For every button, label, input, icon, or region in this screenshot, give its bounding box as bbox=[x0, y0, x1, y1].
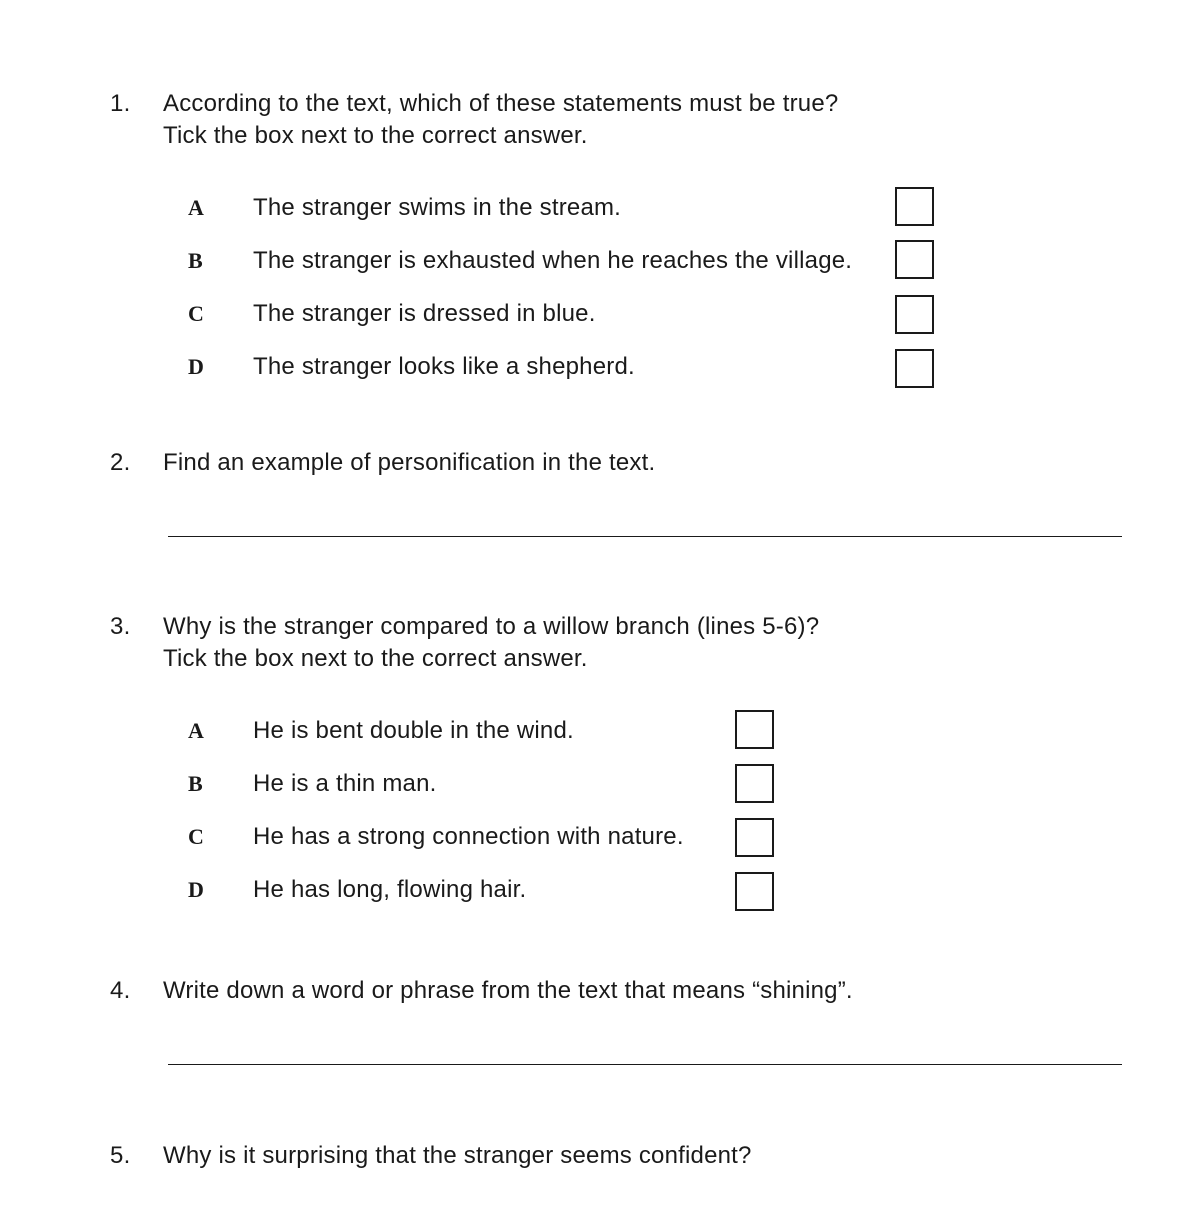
tick-box-a[interactable] bbox=[895, 187, 934, 226]
tick-box-c[interactable] bbox=[735, 818, 774, 857]
option-letter: A bbox=[188, 718, 204, 743]
answer-line[interactable] bbox=[168, 536, 1122, 537]
question-number: 2. bbox=[110, 449, 131, 476]
question-number: 5. bbox=[110, 1142, 131, 1169]
tick-box-d[interactable] bbox=[895, 349, 934, 388]
option-text: The stranger looks like a shepherd. bbox=[253, 353, 635, 380]
answer-line[interactable] bbox=[168, 1064, 1122, 1065]
option-letter: A bbox=[188, 195, 204, 220]
option-letter: B bbox=[188, 248, 203, 273]
option-letter: D bbox=[188, 354, 204, 379]
tick-box-b[interactable] bbox=[735, 764, 774, 803]
question-prompt: Write down a word or phrase from the text that means “shining”. bbox=[163, 977, 853, 1004]
tick-box-b[interactable] bbox=[895, 240, 934, 279]
tick-box-a[interactable] bbox=[735, 710, 774, 749]
option-text: The stranger is exhausted when he reaches the village. bbox=[253, 247, 853, 274]
question-number: 1. bbox=[110, 90, 131, 117]
question-instruction: Tick the box next to the correct answer. bbox=[163, 122, 588, 149]
question-number: 4. bbox=[110, 977, 131, 1004]
question-prompt: Why is the stranger compared to a willow branch (lines 5-6)? bbox=[163, 613, 820, 640]
option-letter: B bbox=[188, 771, 203, 796]
option-text: The stranger swims in the stream. bbox=[253, 194, 622, 221]
option-letter: C bbox=[188, 301, 204, 326]
option-letter: C bbox=[188, 824, 204, 849]
option-letter: D bbox=[188, 877, 204, 902]
question-instruction: Tick the box next to the correct answer. bbox=[163, 645, 588, 672]
option-text: He is bent double in the wind. bbox=[253, 717, 574, 744]
option-text: He has a strong connection with nature. bbox=[253, 823, 684, 850]
option-text: He has long, flowing hair. bbox=[253, 876, 527, 903]
question-prompt: Find an example of personification in the text. bbox=[163, 449, 656, 476]
option-text: The stranger is dressed in blue. bbox=[253, 300, 596, 327]
tick-box-d[interactable] bbox=[735, 872, 774, 911]
question-prompt: According to the text, which of these statements must be true? bbox=[163, 90, 839, 117]
option-text: He is a thin man. bbox=[253, 770, 437, 797]
tick-box-c[interactable] bbox=[895, 295, 934, 334]
question-number: 3. bbox=[110, 613, 131, 640]
question-prompt: Why is it surprising that the stranger seems confident? bbox=[163, 1142, 752, 1169]
